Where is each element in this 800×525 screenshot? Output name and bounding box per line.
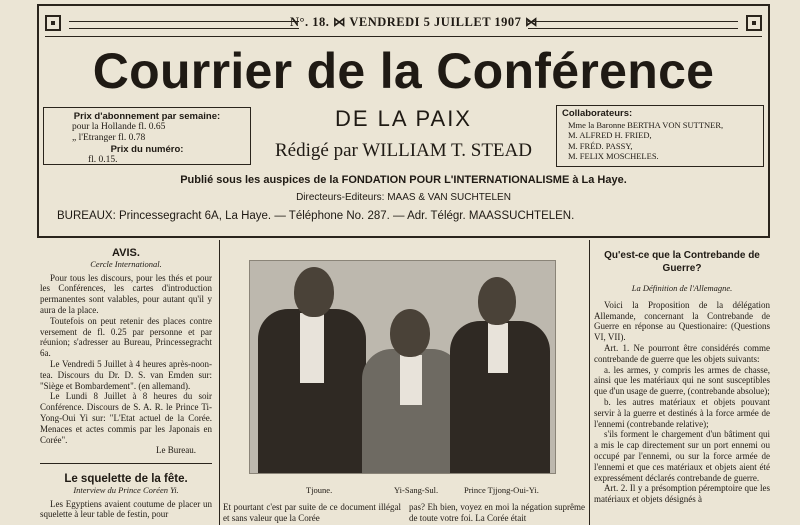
masthead-top-bar xyxy=(45,12,762,37)
contraband-title: Qu'est-ce que la Contrebande de Guerre? xyxy=(604,250,760,274)
article-text: Et pourtant c'est par suite de ce document illégal et sans valeur que la Corée xyxy=(223,502,401,523)
portrait-photo xyxy=(249,260,556,474)
issue-line: N°. 18. ⋈ VENDREDI 5 JUILLET 1907 ⋈ xyxy=(289,15,539,29)
figure-shirt xyxy=(488,323,508,373)
subscription-box xyxy=(43,107,251,165)
ornamental-rule xyxy=(528,21,738,29)
contraband-paragraph: s'ils forment le chargement d'un bâtiment qui a mis le cap directement sur un port ennemi ou occupé par l'ennemi, ou sur la force armée de l'ennemi et que ces matériaux et objets aient été expressément déclarés contrebande de guerre. xyxy=(594,429,770,483)
squelette-article xyxy=(40,474,212,520)
contraband-paragraph: Voici la Proposition de la délégation Allemande, concernant la Contrebande de Guerre en réponse au Questionaire: (Questions VI, VII). xyxy=(594,299,770,343)
corner-ornament-icon xyxy=(746,15,762,31)
newspaper-subtitle: DE LA PAIX xyxy=(335,106,472,131)
column-rule xyxy=(589,240,590,525)
avis-subtitle: Cercle International. xyxy=(90,258,162,269)
masthead xyxy=(37,4,770,238)
article-subtitle: Interview du Prince Coréen Yi. xyxy=(73,484,179,495)
bureaux-line: BUREAUX: Princessegracht 6A, La Haye. — Téléphone No. 287. — Adr. Télégr. MAASSUCHTELEN. xyxy=(57,210,575,222)
figure-shirt xyxy=(400,355,422,405)
figure-head xyxy=(390,309,430,357)
contributors-box xyxy=(556,105,764,167)
publisher-line: Publié sous les auspices de la FONDATION POUR L'INTERNATIONALISME à La Haye. xyxy=(180,174,627,186)
ornamental-rule xyxy=(69,21,299,29)
column-rule xyxy=(219,240,220,525)
avis-paragraph: Pour tous les discours, pour les thés et pour les Conférences, les cartes d'introduction permanentes sont valables, pour autant qu'il y aura de la place. xyxy=(40,272,212,315)
figure-shirt xyxy=(300,313,324,383)
newspaper-title: Courrier de la Conférence xyxy=(92,43,715,99)
contraband-subtitle: La Définition de l'Allemagne. xyxy=(631,283,733,293)
issue-price-heading: Prix du numéro: xyxy=(110,144,184,155)
article-paragraph: Les Egyptiens avaient coutume de placer un squelette à leur table de festin, pour xyxy=(40,498,212,520)
figure-head xyxy=(478,277,516,325)
corner-ornament-icon xyxy=(45,15,61,31)
avis-paragraph: Le Vendredi 5 Juillet à 4 heures après-noon-tea. Discours du Dr. D. S. van Emden sur: "Siège et Bombardement". (en allemand). xyxy=(40,358,212,391)
avis-paragraph: Toutefois on peut retenir des places contre versement de fl. 0.25 par personne et par réunion; s'adresser au Bureau, Princessegracht 6a. xyxy=(40,315,212,359)
subscription-heading: Prix d'abonnement par semaine: xyxy=(73,111,221,122)
price-line: pour la Hollande fl. 0.65 xyxy=(72,122,166,132)
price-line: „ l'Etranger fl. 0.78 xyxy=(72,133,146,143)
contributors-heading: Collaborateurs: xyxy=(562,108,633,119)
contraband-paragraph: Art. 2. Il y a présomption péremptoire que les matériaux et objets désignés à xyxy=(594,483,770,505)
contraband-paragraph: b. les autres matériaux et objets pouvant servir à la guerre et destinés à la force armée de l'ennemi (contrebande relative); xyxy=(594,396,770,429)
photo-caption: Yi-Sang-Sul. xyxy=(394,485,439,495)
photo-caption: Prince Tjjong-Oui-Yi. xyxy=(464,485,539,495)
contributor-name: Mme la Baronne BERTHA VON SUTTNER, xyxy=(568,119,724,130)
article-title: Le squelette de la fête. xyxy=(64,473,188,485)
section-divider xyxy=(40,463,212,464)
price-line: fl. 0.15. xyxy=(88,155,118,165)
contraband-paragraph: Art. 1. Ne pourront être considérés comme contrebande de guerre que les objets suivants: xyxy=(594,342,770,364)
contributor-name: M. ALFRED H. FRIED, xyxy=(568,130,652,140)
avis-paragraph: Le Lundi 8 Juillet à 8 heures du soir Conférence. Discours de S. A. R. le Prince Ti-Yong-Oui Yi sur: "L'Etat actuel de la Corée. Menaces et actes commis par les Japonais en Corée". xyxy=(40,391,212,445)
editor-line: Rédigé par WILLIAM T. STEAD xyxy=(275,140,532,161)
avis-title: AVIS. xyxy=(112,247,140,259)
figure-head xyxy=(294,267,334,317)
directors-line: Directeurs-Editeurs: MAAS & VAN SUCHTELEN xyxy=(296,192,511,203)
contributor-name: M. FELIX MOSCHELES. xyxy=(568,151,659,161)
contraband-paragraph: a. les armes, y compris les armes de chasse, ainsi que les matériaux qui ne sont susceptibles que d'un usage de guerre, (contrebande absolue); xyxy=(594,364,770,397)
photo-caption: Tjoune. xyxy=(306,485,333,495)
contributor-name: M. FRÉD. PASSY, xyxy=(568,140,633,151)
avis-signature: Le Bureau. xyxy=(156,445,196,456)
right-column xyxy=(594,250,770,505)
left-column xyxy=(40,248,212,456)
article-text: pas? Eh bien, voyez en moi la négation suprême de toute votre foi. La Corée était xyxy=(409,502,585,523)
